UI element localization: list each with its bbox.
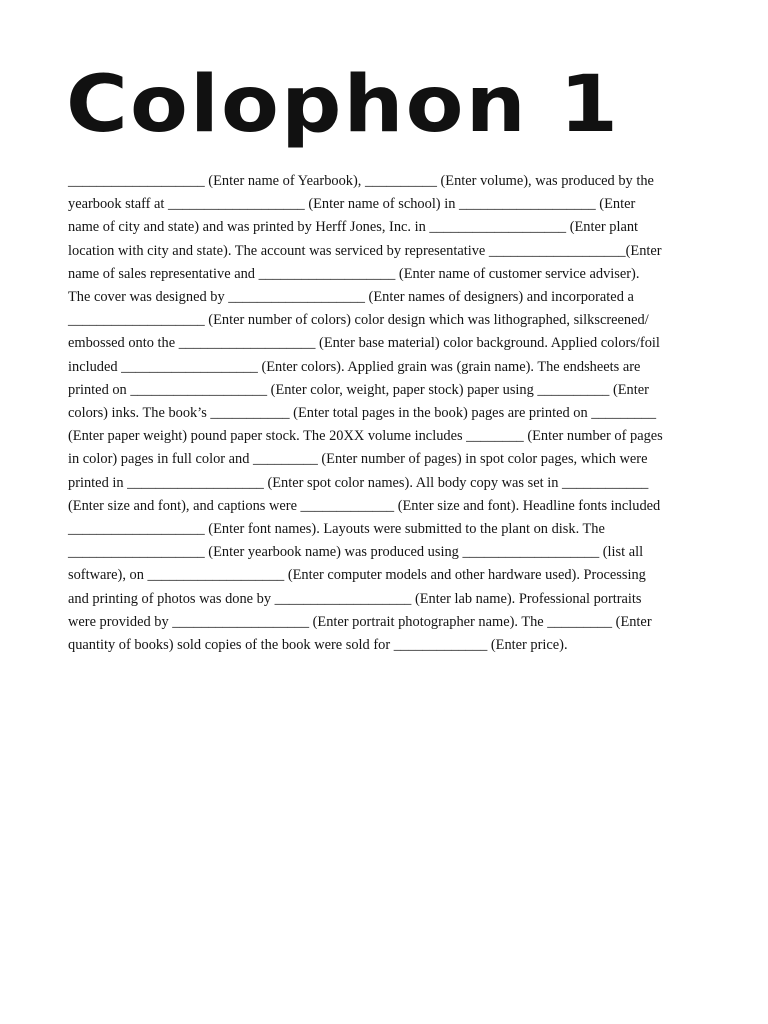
body-line: name of sales representative and ___________________ (Enter name of customer service adviser). bbox=[68, 265, 640, 282]
page-title: Colophon 1 bbox=[66, 60, 621, 150]
body-line: ___________________ (Enter name of Yearbook), __________ (Enter volume), was produced by the bbox=[68, 173, 654, 189]
colophon-body bbox=[68, 170, 708, 657]
body-line: colors) inks. The book’s ___________ (Enter total pages in the book) pages are printed on _________ bbox=[68, 405, 657, 422]
body-line: printed in ___________________ (Enter spot color names). All body copy was set in ____________ bbox=[68, 474, 649, 491]
body-line: in color) pages in full color and _________ (Enter number of pages) in spot color pages, which were bbox=[68, 451, 648, 468]
body-line: (Enter paper weight) pound paper stock. The 20XX volume includes ________ (Enter number of pages bbox=[68, 428, 663, 445]
body-line: location with city and state). The account was serviced by representative ___________________(Enter bbox=[68, 242, 662, 259]
body-line: quantity of books) sold copies of the book were sold for _____________ (Enter price). bbox=[68, 637, 568, 654]
body-line: name of city and state) and was printed by Herff Jones, Inc. in ___________________ (Enter plant bbox=[68, 219, 639, 236]
body-line: included ___________________ (Enter colors). Applied grain was (grain name). The endsheets are bbox=[68, 358, 641, 375]
body-line: ___________________ (Enter font names). Layouts were submitted to the plant on disk. The bbox=[68, 521, 605, 538]
body-line: were provided by ___________________ (Enter portrait photographer name). The _________ (Enter bbox=[68, 613, 652, 630]
body-line: embossed onto the ___________________ (Enter base material) color background. Applied colors/foil bbox=[68, 335, 660, 352]
body-line: yearbook staff at ___________________ (Enter name of school) in ___________________ (Enter bbox=[68, 196, 636, 213]
body-line: ___________________ (Enter number of colors) color design which was lithographed, silkscreened/ bbox=[68, 312, 649, 329]
body-line: and printing of photos was done by ___________________ (Enter lab name). Professional portraits bbox=[68, 590, 642, 607]
body-line: ___________________ (Enter yearbook name) was produced using ___________________ (list all bbox=[68, 544, 644, 561]
body-line: The cover was designed by ___________________ (Enter names of designers) and incorporated a bbox=[68, 289, 634, 306]
body-line: (Enter size and font), and captions were _____________ (Enter size and font). Headline fonts included bbox=[68, 497, 661, 514]
body-line: printed on ___________________ (Enter color, weight, paper stock) paper using __________ (Enter bbox=[68, 381, 649, 398]
body-line: software), on ___________________ (Enter computer models and other hardware used). Processing bbox=[68, 567, 646, 584]
